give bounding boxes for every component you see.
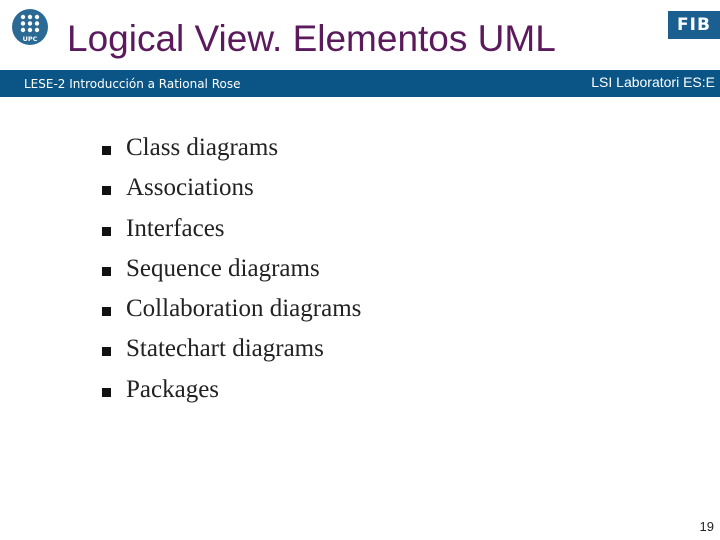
bullet-list	[102, 128, 361, 410]
bullet-item	[102, 249, 361, 289]
square-bullet-icon	[102, 388, 111, 397]
bullet-item	[102, 168, 361, 208]
bullet-text: Interfaces	[126, 214, 225, 242]
square-bullet-icon	[102, 307, 111, 316]
square-bullet-icon	[102, 146, 111, 155]
square-bullet-icon	[102, 186, 111, 195]
square-bullet-icon	[102, 347, 111, 356]
upc-logo-text: UPC	[22, 35, 38, 43]
bullet-item	[102, 209, 361, 249]
bullet-item	[102, 370, 361, 410]
bullet-text: Associations	[126, 174, 254, 202]
fib-logo-icon	[668, 11, 720, 39]
bullet-text: Statechart diagrams	[126, 335, 324, 363]
bullet-text: Packages	[126, 375, 220, 403]
bullet-item	[102, 289, 361, 329]
slide-title: Logical View. Elementos UML	[67, 18, 556, 59]
header-course-label: LESE-2 Introducción a Rational Rose	[24, 77, 241, 91]
page-number: 19	[699, 519, 714, 534]
fib-logo-text: FIB	[677, 15, 711, 35]
header-bar	[0, 70, 720, 97]
bullet-text: Collaboration diagrams	[126, 295, 362, 323]
square-bullet-icon	[102, 267, 111, 276]
upc-logo-icon	[11, 8, 49, 46]
bullet-item	[102, 329, 361, 369]
bullet-text: Class diagrams	[126, 134, 279, 161]
bullet-text: Sequence diagrams	[126, 254, 320, 282]
square-bullet-icon	[102, 227, 111, 236]
bullet-item	[102, 128, 361, 168]
header-lab-label: LSI Laboratori ES:E	[591, 74, 715, 90]
